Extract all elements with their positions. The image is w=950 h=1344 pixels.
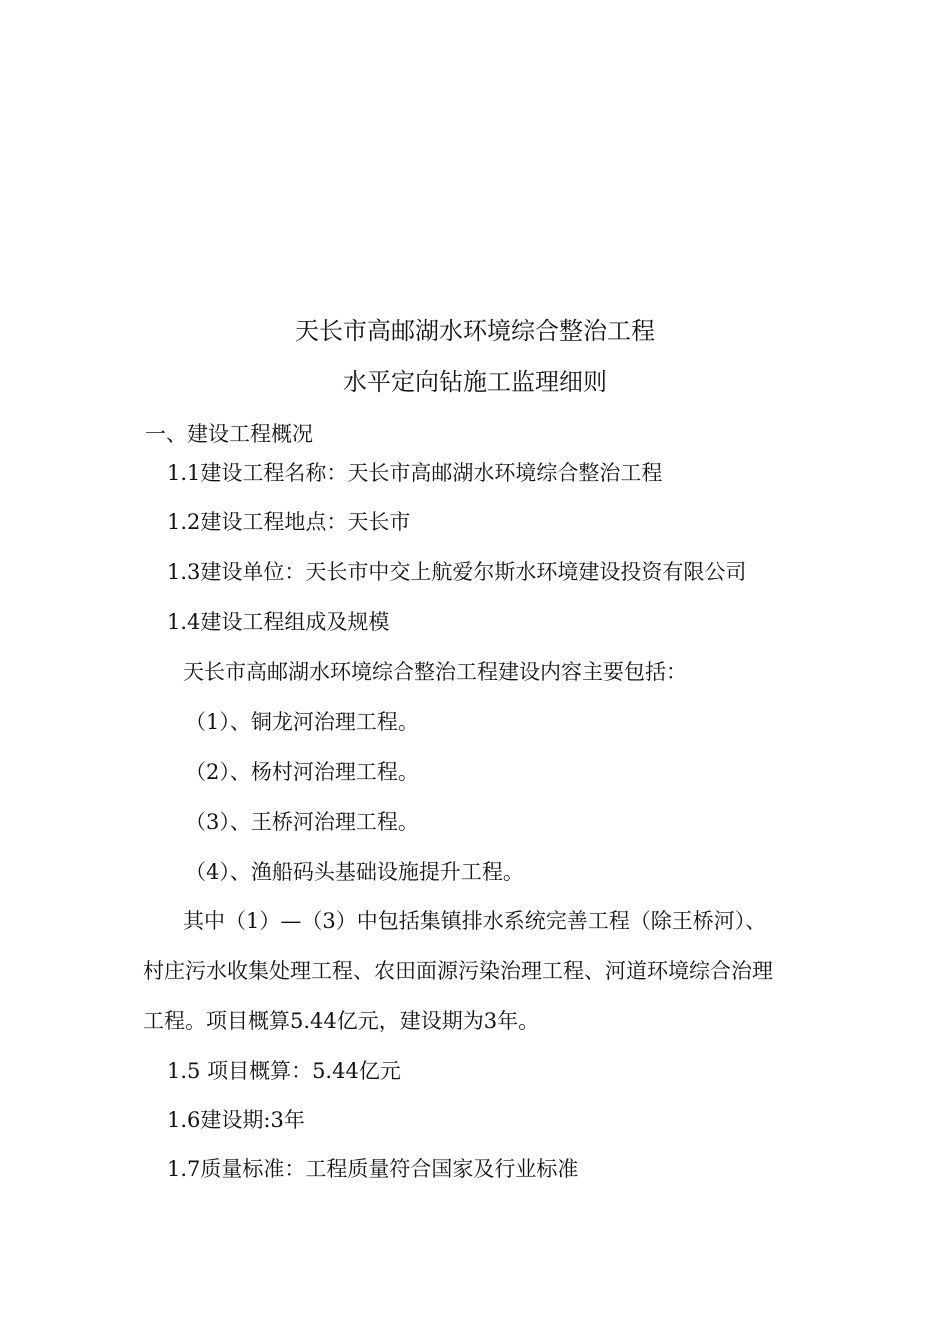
paragraph-line: 其中（1）—（3）中包括集镇排水系统完善工程（除王桥河）、 xyxy=(183,909,767,933)
item-construction-unit: 1.3建设单位：天长市中交上航爱尔斯水环境建设投资有限公司 xyxy=(167,560,747,584)
scope-intro: 天长市高邮湖水环境综合整治工程建设内容主要包括： xyxy=(183,660,687,684)
scope-list-item: （1）、铜龙河治理工程。 xyxy=(185,710,419,734)
scope-list-item: （2）、杨村河治理工程。 xyxy=(185,760,419,784)
document-title-line2: 水平定向钻施工监理细则 xyxy=(343,368,607,396)
item-project-location: 1.2建设工程地点：天长市 xyxy=(167,510,411,534)
paragraph-line: 村庄污水收集处理工程、农田面源污染治理工程、河道环境综合治理 xyxy=(143,959,773,983)
scope-list-item: （3）、王桥河治理工程。 xyxy=(185,810,419,834)
document-title-line1: 天长市高邮湖水环境综合整治工程 xyxy=(295,317,655,345)
section-heading: 一、建设工程概况 xyxy=(145,422,313,446)
item-project-name: 1.1建设工程名称：天长市高邮湖水环境综合整治工程 xyxy=(167,461,663,485)
item-construction-period: 1.6建设期:3年 xyxy=(167,1108,305,1132)
item-composition-scale: 1.4建设工程组成及规模 xyxy=(167,610,390,634)
item-budget: 1.5 项目概算：5.44亿元 xyxy=(167,1059,401,1083)
scope-list-item: （4）、渔船码头基础设施提升工程。 xyxy=(185,860,524,884)
paragraph-line: 工程。项目概算5.44亿元，建设期为3年。 xyxy=(143,1009,540,1033)
item-quality-standard: 1.7质量标准：工程质量符合国家及行业标准 xyxy=(167,1157,579,1181)
